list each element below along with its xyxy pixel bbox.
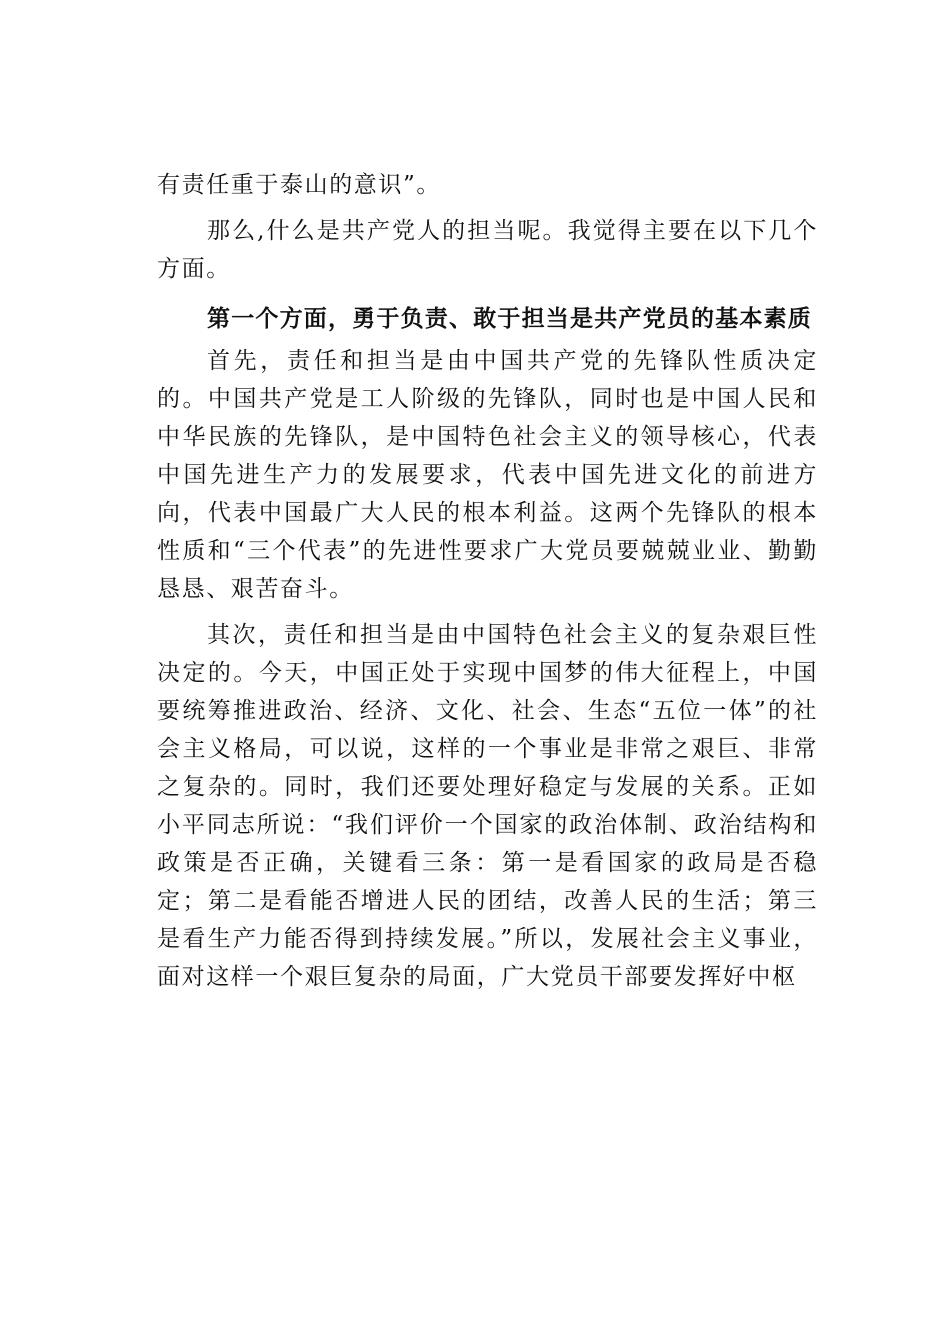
paragraph-continuation: 有责任重于泰山的意识”。 [157,172,441,198]
paragraph-intro: 那么,什么是共产党人的担当呢。我觉得主要在以下几个方面。 [157,218,818,282]
paragraph-second: 其次，责任和担当是由中国特色社会主义的复杂艰巨性决定的。今天，中国正处于实现中国梦的伟大征程上，中国要统筹推进政治、经济、文化、社会、生态“五位一体”的社会主义格局，可以说，这样的一个事业是非常之艰巨、非常之复杂的。同时，我们还要处理好稳定与发展的关系。正如小平同志所说：“我们评价一个国家的政治体制、政治结构和政策是否正确，关键看三条：第一是看国家的政局是否稳定；第二是看能否增进人民的团结，改善人民的生活；第三是看生产力能否得到持续发展。”所以，发展社会主义事业，面对这样一个艰巨复杂的局面，广大党员干部要发挥好中枢 [157,622,818,990]
section-heading: 第一个方面，勇于负责、敢于担当是共产党员的基本素质 [207,306,812,332]
paragraph-first: 首先，责任和担当是由中国共产党的先锋队性质决定的。中国共产党是工人阶级的先锋队，同时也是中国人民和中华民族的先锋队，是中国特色社会主义的领导核心，代表中国先进生产力的发展要求，代表中国先进文化的前进方向，代表中国最广大人民的根本利益。这两个先锋队的根本性质和“三个代表”的先进性要求广大党员要兢兢业业、勤勤恳恳、艰苦奋斗。 [157,348,818,602]
document-body [157,166,818,996]
